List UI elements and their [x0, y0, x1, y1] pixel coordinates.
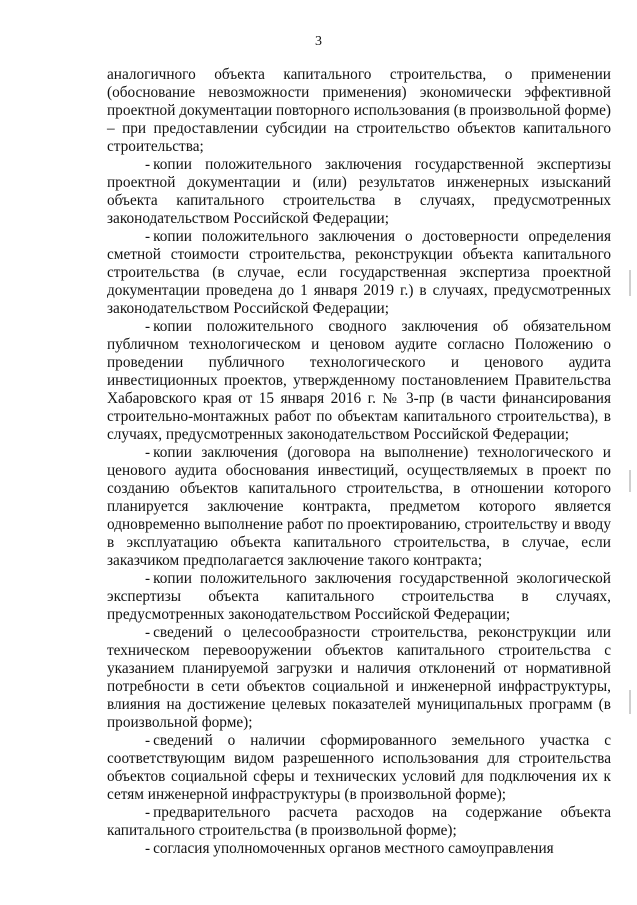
document-body	[107, 66, 611, 858]
dash-marker: -	[145, 570, 151, 587]
list-item	[107, 570, 611, 624]
list-item-text: предварительного расчета расходов на содержание объекта капитального строительства (в произвольной форме);	[107, 804, 611, 839]
list-item	[107, 156, 611, 228]
list-item	[107, 732, 611, 804]
list-item	[107, 228, 611, 318]
dash-marker: -	[145, 804, 151, 821]
list-item	[107, 444, 611, 570]
paragraph-continuation	[107, 66, 611, 156]
scan-artifact	[629, 690, 631, 714]
list-item	[107, 804, 611, 840]
dash-marker: -	[145, 444, 151, 461]
paragraph-text: аналогичного объекта капитального строительства, о применении (обоснование невозможности применения) экономически эффективной проектной документации повторного использования (в произвольной форме) – при предоставлении субсидии на строительство объектов капитального строительства;	[107, 66, 611, 155]
list-item-text: копии положительного заключения государственной экспертизы проектной документации и (или) результатов инженерных изысканий объекта капитального строительства в случаях, предусмотренных законодательством Российской Федерации;	[107, 156, 611, 227]
list-item	[107, 624, 611, 732]
list-item-text: сведений о целесообразности строительства, реконструкции или техническом перевооружении объектов капитального строительства с указанием планируемой загрузки и наличия отклонений от нормативной потребности в сети объектов социальной и инженерной инфраструктуры, влияния на достижение целевых показателей муниципальных программ (в произвольной форме);	[107, 624, 611, 731]
list-item-text: согласия уполномоченных органов местного самоуправления	[153, 840, 554, 857]
scan-artifact	[629, 470, 631, 492]
list-item-text: копии положительного заключения о достоверности определения сметной стоимости строительства, реконструкции объекта капитального строительства (в случае, если государственная экспертиза проектной документации проведена до 1 января 2019 г.) в случаях, предусмотренных законодательством Российской Федерации;	[107, 228, 611, 317]
list-item	[107, 318, 611, 444]
list-item	[107, 840, 611, 858]
list-item-text: копии положительного сводного заключения об обязательном публичном технологическом и ценовом аудите согласно Положению о проведении публичного технологического и ценового аудита инвестиционных проектов, утвержденному постановлением Правительства Хабаровского края от 15 января 2016 г. № 3-пр (в части финансирования строительно-монтажных работ по объектам капитального строительства), в случаях, предусмотренных законодательством Российской Федерации;	[107, 318, 611, 443]
page-number: 3	[315, 34, 322, 49]
dash-marker: -	[145, 732, 151, 749]
list-item-text: копии заключения (договора на выполнение) технологического и ценового аудита обоснования инвестиций, осуществляемых в проект по созданию объектов капитального строительства, в отношении которого планируется заключение контракта, предметом которого является одновременно выполнение работ по проектированию, строительству и вводу в эксплуатацию объекта капитального строительства, в случае, если заказчиком предполагается заключение такого контракта;	[107, 444, 611, 569]
scan-artifact	[629, 270, 631, 296]
dash-marker: -	[145, 318, 151, 335]
dash-marker: -	[145, 156, 151, 173]
dash-marker: -	[145, 840, 151, 857]
list-item-text: копии положительного заключения государственной экологической экспертизы объекта капитального строительства в случаях, предусмотренных законодательством Российской Федерации;	[107, 570, 611, 623]
list-item-text: сведений о наличии сформированного земельного участка с соответствующим видом разрешенного использования для строительства объектов социальной сферы и технических условий для подключения их к сетям инженерной инфраструктуры (в произвольной форме);	[107, 732, 611, 803]
dash-marker: -	[145, 624, 151, 641]
dash-marker: -	[145, 228, 151, 245]
